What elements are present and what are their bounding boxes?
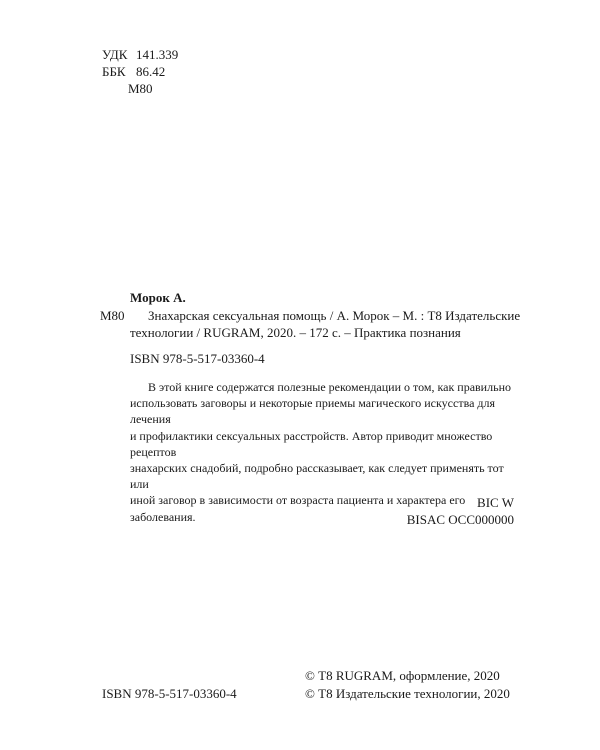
bisac-code: BISAC OCC000000: [406, 512, 514, 527]
udk-label: УДК: [102, 47, 128, 62]
copyright-line-1: © Т8 RUGRAM, оформление, 2020: [305, 668, 500, 683]
bibliography-line-1: Знахарская сексуальная помощь / А. Морок – М. : Т8 Издательские: [148, 308, 521, 323]
annotation-line: В этой книге содержатся полезные рекомендации о том, как правильно: [148, 380, 511, 394]
copyright-line-2: © Т8 Издательские технологии, 2020: [305, 686, 510, 701]
bbk-value: 86.42: [136, 64, 166, 79]
isbn-line: ISBN 978-5-517-03360-4: [130, 351, 265, 366]
classification-block: [102, 47, 178, 97]
bbk-row: [102, 64, 178, 80]
bibliography-line-2: технологии / RUGRAM, 2020. – 172 с. – Практика познания: [130, 325, 461, 340]
author-name: Морок А.: [130, 290, 186, 305]
annotation-line: и профилактики сексуальных расстройств. Автор приводит множество рецептов: [130, 428, 493, 459]
bbk-label: ББК: [102, 64, 126, 79]
bic-code: BIC W: [477, 495, 514, 510]
annotation-line: знахарских снадобий, подробно рассказывает, как следует применять тот или: [130, 461, 504, 492]
footer-isbn: ISBN 978-5-517-03360-4: [102, 686, 237, 701]
author-mark-top: М80: [128, 81, 153, 96]
udk-row: [102, 47, 178, 63]
annotation-line: иной заговор в зависимости от возраста пациента и характера его заболевания.: [130, 493, 466, 524]
annotation-paragraph: [130, 379, 525, 525]
author-mark-row: [102, 81, 178, 97]
udk-value: 141.339: [136, 47, 179, 62]
annotation-line: использовать заговоры и некоторые приемы магического искусства для лечения: [130, 396, 496, 427]
author-mark: М80: [100, 308, 125, 323]
